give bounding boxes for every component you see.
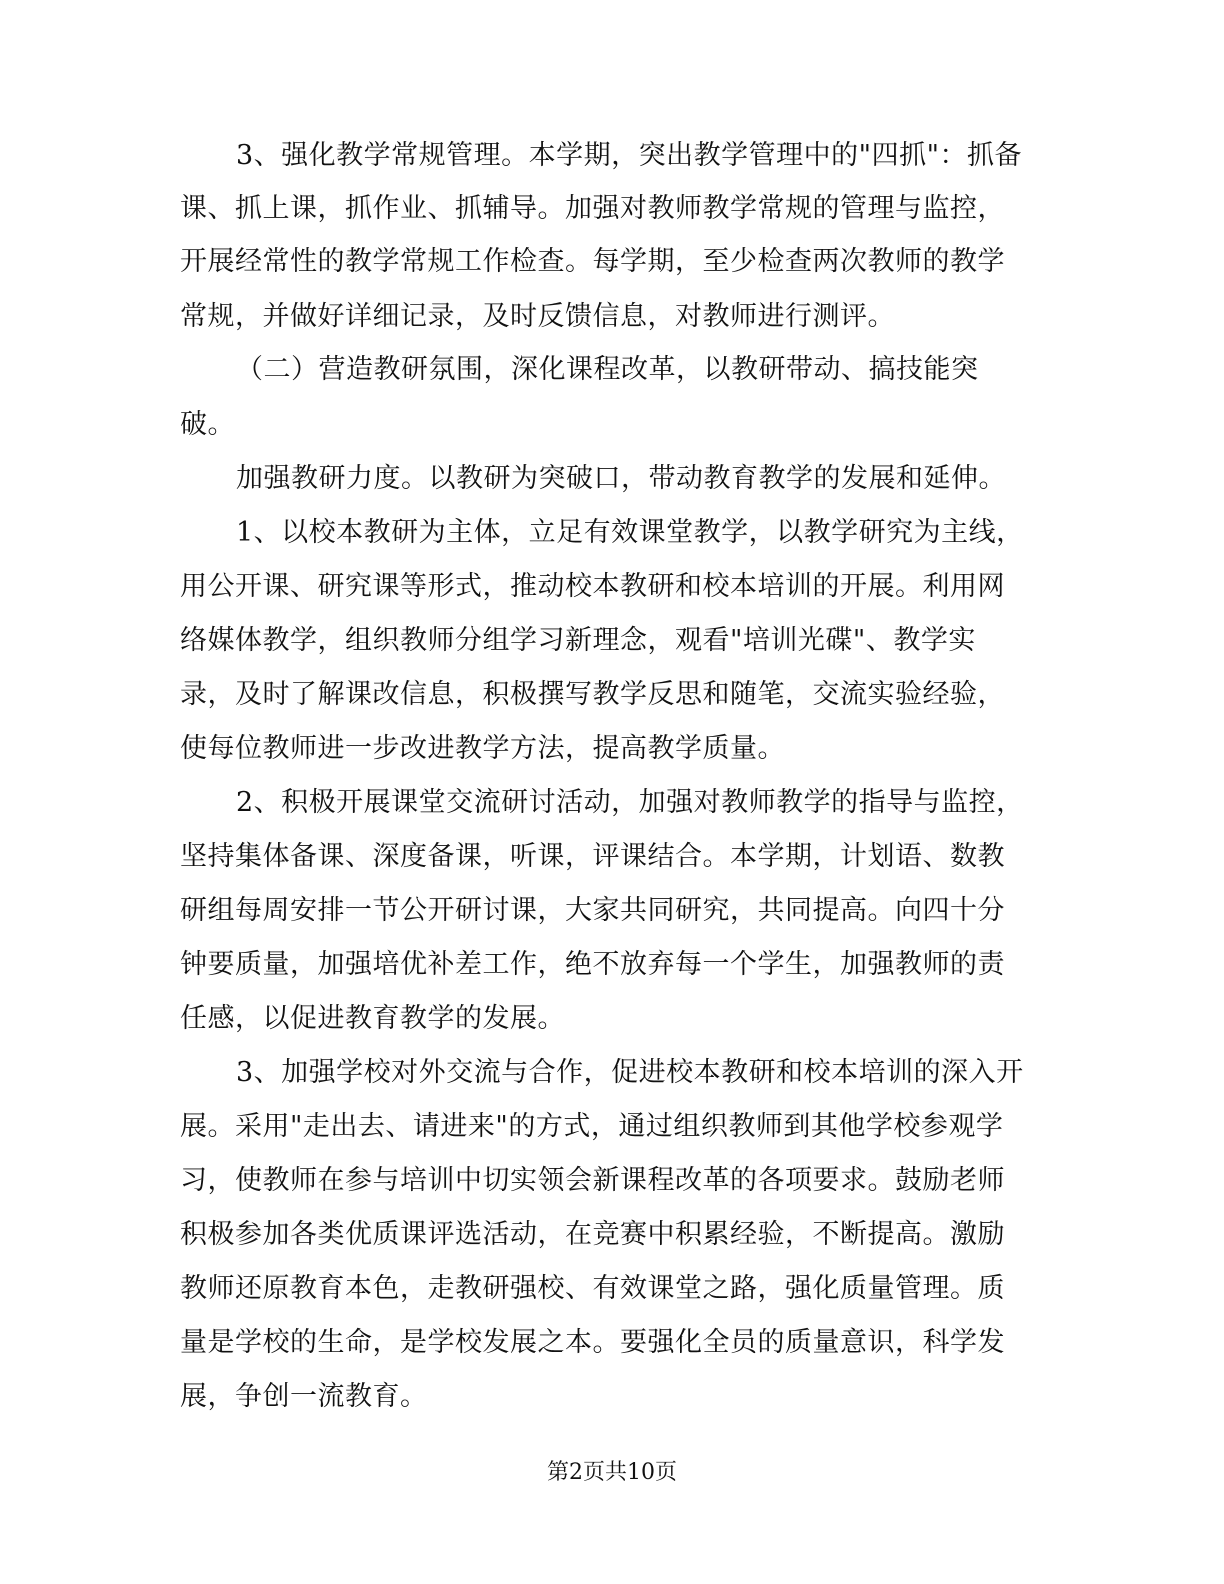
text-line: 任感，以促进教育教学的发展。 <box>180 1003 565 1034</box>
text-line: 络媒体教学，组织教师分组学习新理念，观看"培训光碟"、教学实 <box>180 625 976 656</box>
text-line: 1、以校本教研为主体，立足有效课堂教学，以教学研究为主线， <box>236 517 1024 548</box>
text-line: 2、积极开展课堂交流研讨活动，加强对教师教学的指导与监控， <box>236 787 1024 818</box>
text-line: 3、强化教学常规管理。本学期，突出教学管理中的"四抓"：抓备 <box>236 140 1023 171</box>
text-line: 开展经常性的教学常规工作检查。每学期，至少检查两次教师的教学 <box>180 246 1005 277</box>
text-line: 习，使教师在参与培训中切实领会新课程改革的各项要求。鼓励老师 <box>180 1165 1005 1196</box>
text-line: 常规，并做好详细记录，及时反馈信息，对教师进行测评。 <box>180 301 895 332</box>
text-line: 钟要质量，加强培优补差工作，绝不放弃每一个学生，加强教师的责 <box>180 949 1005 980</box>
text-line: 录，及时了解课改信息，积极撰写教学反思和随笔，交流实验经验， <box>180 679 1005 710</box>
section-heading: 破。 <box>180 409 235 440</box>
text-line: 展。采用"走出去、请进来"的方式，通过组织教师到其他学校参观学 <box>180 1111 1004 1142</box>
page-number: 第2页共10页 <box>547 1460 677 1485</box>
text-line: 坚持集体备课、深度备课，听课，评课结合。本学期，计划语、数教 <box>180 841 1005 872</box>
text-line: 展，争创一流教育。 <box>180 1381 428 1412</box>
text-line: 课、抓上课，抓作业、抓辅导。加强对教师教学常规的管理与监控， <box>180 193 1005 224</box>
text-line: 量是学校的生命，是学校发展之本。要强化全员的质量意识，科学发 <box>180 1327 1005 1358</box>
text-line: 研组每周安排一节公开研讨课，大家共同研究，共同提高。向四十分 <box>180 895 1005 926</box>
text-line: 积极参加各类优质课评选活动，在竞赛中积累经验，不断提高。激励 <box>180 1219 1005 1250</box>
text-line: 加强教研力度。以教研为突破口，带动教育教学的发展和延伸。 <box>236 463 1006 494</box>
text-line: 使每位教师进一步改进教学方法，提高教学质量。 <box>180 733 785 764</box>
section-heading: （二）营造教研氛围，深化课程改革，以教研带动、搞技能突 <box>236 354 979 385</box>
text-line: 用公开课、研究课等形式，推动校本教研和校本培训的开展。利用网 <box>180 571 1005 602</box>
text-line: 教师还原教育本色，走教研强校、有效课堂之路，强化质量管理。质 <box>180 1273 1005 1304</box>
text-line: 3、加强学校对外交流与合作，促进校本教研和校本培训的深入开 <box>236 1057 1024 1088</box>
